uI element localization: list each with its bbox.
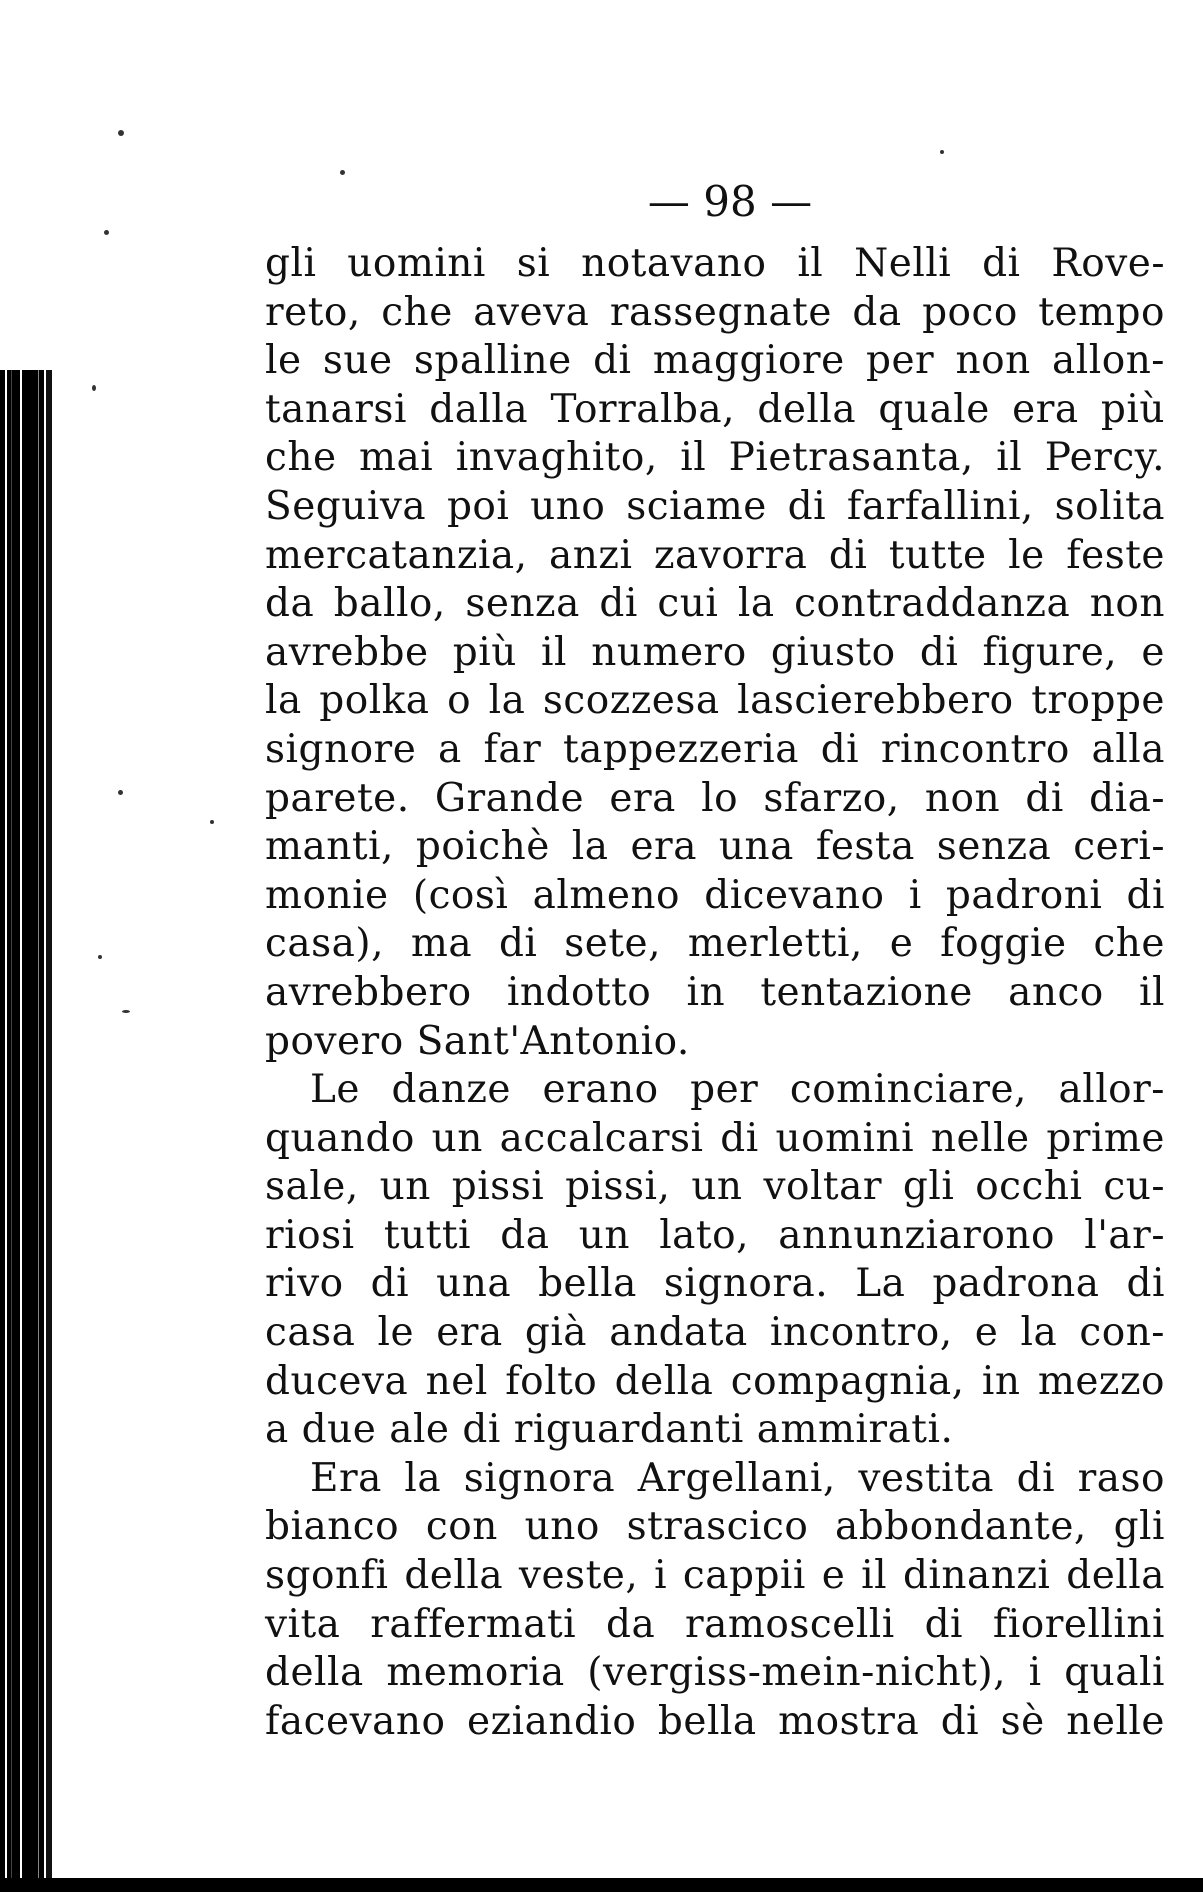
text-line: della memoria (vergiss-mein-nicht), i quali — [265, 1650, 1165, 1696]
text-line: sgonfi della veste, i cappii e il dinanzi della — [265, 1553, 1165, 1599]
paragraph-1 — [265, 240, 1165, 1066]
text-line: che mai invaghito, il Pietrasanta, il Percy. — [265, 435, 1165, 481]
text-line: avrebbe più il numero giusto di figure, e — [265, 629, 1165, 675]
text-line: Era la signora Argellani, vestita di raso — [310, 1455, 1165, 1501]
text-line: reto, che aveva rassegnate da poco tempo — [265, 289, 1165, 335]
text-line: signore a far tappezzeria di rincontro alla — [265, 726, 1165, 772]
text-line: sale, un pissi pissi, un voltar gli occhi cu- — [265, 1164, 1165, 1210]
text-line: duceva nel folto della compagnia, in mezzo — [265, 1358, 1165, 1404]
text-line: avrebbero indotto in tentazione anco il — [265, 969, 1165, 1015]
text-line: Le danze erano per cominciare, allor- — [310, 1067, 1165, 1113]
text-line: Seguiva poi uno sciame di farfallini, solita — [265, 483, 1165, 529]
text-line: da ballo, senza di cui la contraddanza non — [265, 581, 1165, 627]
paragraph-3 — [265, 1455, 1165, 1747]
text-line: vita raffermati da ramoscelli di fiorellini — [265, 1601, 1165, 1647]
text-line: mercatanzia, anzi zavorra di tutte le feste — [265, 532, 1165, 578]
text-line: casa le era già andata incontro, e la con- — [265, 1310, 1165, 1356]
paragraph-2 — [265, 1066, 1165, 1455]
text-line: casa), ma di sete, merletti, e foggie che — [265, 921, 1165, 967]
text-line: gli uomini si notavano il Nelli di Rove- — [265, 241, 1165, 286]
book-spine-edge — [0, 370, 55, 1892]
text-line: a due ale di riguardanti ammirati. — [265, 1407, 954, 1453]
text-line: quando un accalcarsi di uomini nelle prime — [265, 1115, 1165, 1161]
bottom-edge-rule — [0, 1878, 1203, 1892]
text-line: bianco con uno strascico abbondante, gli — [265, 1504, 1165, 1550]
text-line: manti, poichè la era una festa senza ceri- — [265, 824, 1165, 870]
text-line: rivo di una bella signora. La padrona di — [265, 1261, 1165, 1307]
text-line: povero Sant'Antonio. — [265, 1018, 690, 1064]
page-number: — 98 — — [647, 177, 813, 226]
text-line: riosi tutti da un lato, annunziarono l'ar- — [265, 1212, 1165, 1258]
text-line: monie (così almeno dicevano i padroni di — [265, 872, 1165, 918]
body-text — [265, 240, 1165, 1746]
text-line: facevano eziandio bella mostra di sè nelle — [265, 1698, 1165, 1744]
text-line: tanarsi dalla Torralba, della quale era più — [265, 386, 1165, 432]
text-line: le sue spalline di maggiore per non allon- — [265, 338, 1165, 384]
text-line: la polka o la scozzesa lascierebbero troppe — [265, 678, 1165, 724]
text-line: parete. Grande era lo sfarzo, non di dia- — [265, 775, 1165, 821]
